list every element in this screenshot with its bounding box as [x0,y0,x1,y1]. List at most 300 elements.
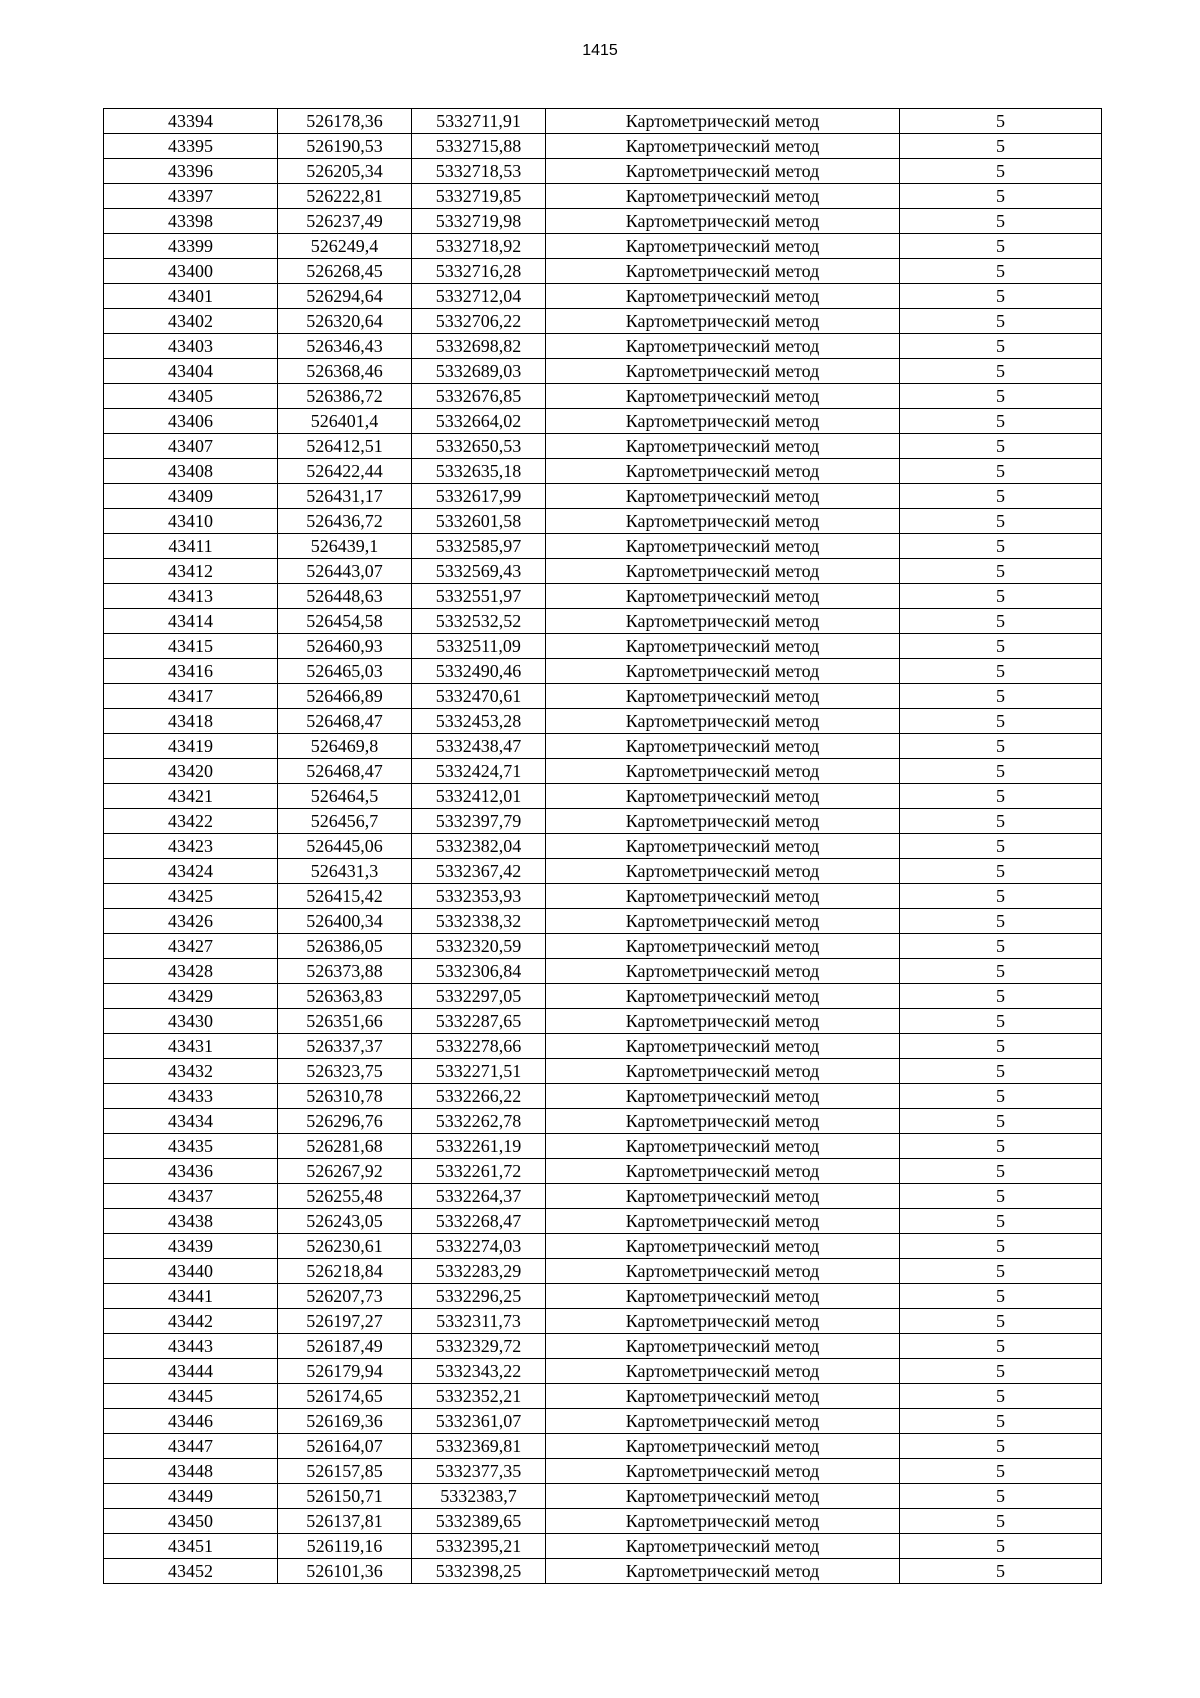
y-coordinate-cell: 5332398,25 [412,1559,546,1584]
y-coordinate-cell: 5332271,51 [412,1059,546,1084]
y-coordinate-cell: 5332274,03 [412,1234,546,1259]
table-row [104,1334,1102,1359]
method-cell: Картометрический метод [546,1434,900,1459]
method-cell: Картометрический метод [546,409,900,434]
point-number-cell: 43440 [104,1259,278,1284]
method-cell: Картометрический метод [546,1359,900,1384]
y-coordinate-cell: 5332650,53 [412,434,546,459]
y-coordinate-cell: 5332353,93 [412,884,546,909]
point-number-cell: 43435 [104,1134,278,1159]
point-number-cell: 43408 [104,459,278,484]
point-number-cell: 43398 [104,209,278,234]
method-cell: Картометрический метод [546,1409,900,1434]
accuracy-cell: 5 [900,1009,1102,1034]
table-row [104,1134,1102,1159]
table-row [104,1534,1102,1559]
x-coordinate-cell: 526351,66 [278,1009,412,1034]
x-coordinate-cell: 526464,5 [278,784,412,809]
method-cell: Картометрический метод [546,1059,900,1084]
point-number-cell: 43444 [104,1359,278,1384]
accuracy-cell: 5 [900,409,1102,434]
x-coordinate-cell: 526468,47 [278,709,412,734]
table-row [104,459,1102,484]
x-coordinate-cell: 526137,81 [278,1509,412,1534]
y-coordinate-cell: 5332361,07 [412,1409,546,1434]
x-coordinate-cell: 526436,72 [278,509,412,534]
y-coordinate-cell: 5332664,02 [412,409,546,434]
x-coordinate-cell: 526197,27 [278,1309,412,1334]
method-cell: Картометрический метод [546,134,900,159]
x-coordinate-cell: 526174,65 [278,1384,412,1409]
y-coordinate-cell: 5332470,61 [412,684,546,709]
point-number-cell: 43452 [104,1559,278,1584]
method-cell: Картометрический метод [546,159,900,184]
method-cell: Картометрический метод [546,734,900,759]
method-cell: Картометрический метод [546,1109,900,1134]
table-row [104,309,1102,334]
table-row [104,559,1102,584]
table-row [104,809,1102,834]
point-number-cell: 43396 [104,159,278,184]
accuracy-cell: 5 [900,1509,1102,1534]
method-cell: Картометрический метод [546,1234,900,1259]
x-coordinate-cell: 526169,36 [278,1409,412,1434]
table-row [104,259,1102,284]
x-coordinate-cell: 526422,44 [278,459,412,484]
point-number-cell: 43442 [104,1309,278,1334]
accuracy-cell: 5 [900,1559,1102,1584]
accuracy-cell: 5 [900,1534,1102,1559]
point-number-cell: 43432 [104,1059,278,1084]
x-coordinate-cell: 526445,06 [278,834,412,859]
x-coordinate-cell: 526205,34 [278,159,412,184]
x-coordinate-cell: 526466,89 [278,684,412,709]
point-number-cell: 43446 [104,1409,278,1434]
x-coordinate-cell: 526150,71 [278,1484,412,1509]
x-coordinate-cell: 526101,36 [278,1559,412,1584]
y-coordinate-cell: 5332343,22 [412,1359,546,1384]
accuracy-cell: 5 [900,1134,1102,1159]
table-row [104,209,1102,234]
accuracy-cell: 5 [900,309,1102,334]
y-coordinate-cell: 5332367,42 [412,859,546,884]
x-coordinate-cell: 526243,05 [278,1209,412,1234]
table-row [104,1309,1102,1334]
method-cell: Картометрический метод [546,359,900,384]
method-cell: Картометрический метод [546,1034,900,1059]
method-cell: Картометрический метод [546,659,900,684]
coordinates-table-container [103,108,1102,1584]
point-number-cell: 43428 [104,959,278,984]
x-coordinate-cell: 526294,64 [278,284,412,309]
method-cell: Картометрический метод [546,484,900,509]
accuracy-cell: 5 [900,159,1102,184]
accuracy-cell: 5 [900,334,1102,359]
accuracy-cell: 5 [900,1484,1102,1509]
table-row [104,609,1102,634]
accuracy-cell: 5 [900,784,1102,809]
accuracy-cell: 5 [900,184,1102,209]
method-cell: Картометрический метод [546,284,900,309]
point-number-cell: 43437 [104,1184,278,1209]
y-coordinate-cell: 5332569,43 [412,559,546,584]
method-cell: Картометрический метод [546,1534,900,1559]
accuracy-cell: 5 [900,459,1102,484]
table-row [104,684,1102,709]
x-coordinate-cell: 526218,84 [278,1259,412,1284]
y-coordinate-cell: 5332715,88 [412,134,546,159]
accuracy-cell: 5 [900,609,1102,634]
point-number-cell: 43433 [104,1084,278,1109]
accuracy-cell: 5 [900,284,1102,309]
method-cell: Картометрический метод [546,809,900,834]
accuracy-cell: 5 [900,1384,1102,1409]
accuracy-cell: 5 [900,259,1102,284]
accuracy-cell: 5 [900,1159,1102,1184]
x-coordinate-cell: 526456,7 [278,809,412,834]
x-coordinate-cell: 526230,61 [278,1234,412,1259]
table-row [104,1034,1102,1059]
y-coordinate-cell: 5332438,47 [412,734,546,759]
x-coordinate-cell: 526267,92 [278,1159,412,1184]
point-number-cell: 43434 [104,1109,278,1134]
x-coordinate-cell: 526415,42 [278,884,412,909]
point-number-cell: 43427 [104,934,278,959]
table-row [104,834,1102,859]
accuracy-cell: 5 [900,1259,1102,1284]
y-coordinate-cell: 5332511,09 [412,634,546,659]
method-cell: Картометрический метод [546,384,900,409]
accuracy-cell: 5 [900,209,1102,234]
point-number-cell: 43420 [104,759,278,784]
method-cell: Картометрический метод [546,859,900,884]
method-cell: Картометрический метод [546,559,900,584]
method-cell: Картометрический метод [546,209,900,234]
method-cell: Картометрический метод [546,1209,900,1234]
x-coordinate-cell: 526237,49 [278,209,412,234]
point-number-cell: 43451 [104,1534,278,1559]
point-number-cell: 43407 [104,434,278,459]
y-coordinate-cell: 5332278,66 [412,1034,546,1059]
method-cell: Картометрический метод [546,634,900,659]
point-number-cell: 43441 [104,1284,278,1309]
table-row [104,1059,1102,1084]
method-cell: Картометрический метод [546,1509,900,1534]
method-cell: Картометрический метод [546,309,900,334]
table-row [104,1209,1102,1234]
accuracy-cell: 5 [900,584,1102,609]
y-coordinate-cell: 5332306,84 [412,959,546,984]
y-coordinate-cell: 5332412,01 [412,784,546,809]
point-number-cell: 43443 [104,1334,278,1359]
accuracy-cell: 5 [900,759,1102,784]
y-coordinate-cell: 5332395,21 [412,1534,546,1559]
point-number-cell: 43400 [104,259,278,284]
table-row [104,1359,1102,1384]
method-cell: Картометрический метод [546,834,900,859]
x-coordinate-cell: 526448,63 [278,584,412,609]
point-number-cell: 43416 [104,659,278,684]
method-cell: Картометрический метод [546,584,900,609]
method-cell: Картометрический метод [546,1184,900,1209]
accuracy-cell: 5 [900,134,1102,159]
y-coordinate-cell: 5332617,99 [412,484,546,509]
x-coordinate-cell: 526179,94 [278,1359,412,1384]
table-row [104,1509,1102,1534]
accuracy-cell: 5 [900,234,1102,259]
method-cell: Картометрический метод [546,984,900,1009]
accuracy-cell: 5 [900,1059,1102,1084]
method-cell: Картометрический метод [546,1384,900,1409]
table-row [104,1109,1102,1134]
y-coordinate-cell: 5332689,03 [412,359,546,384]
x-coordinate-cell: 526400,34 [278,909,412,934]
point-number-cell: 43417 [104,684,278,709]
table-row [104,909,1102,934]
y-coordinate-cell: 5332676,85 [412,384,546,409]
point-number-cell: 43418 [104,709,278,734]
method-cell: Картометрический метод [546,1259,900,1284]
x-coordinate-cell: 526346,43 [278,334,412,359]
method-cell: Картометрический метод [546,109,900,134]
y-coordinate-cell: 5332635,18 [412,459,546,484]
point-number-cell: 43448 [104,1459,278,1484]
point-number-cell: 43402 [104,309,278,334]
table-row [104,1484,1102,1509]
accuracy-cell: 5 [900,1034,1102,1059]
x-coordinate-cell: 526460,93 [278,634,412,659]
accuracy-cell: 5 [900,634,1102,659]
x-coordinate-cell: 526190,53 [278,134,412,159]
accuracy-cell: 5 [900,1184,1102,1209]
coordinates-table [103,108,1102,1584]
x-coordinate-cell: 526468,47 [278,759,412,784]
table-row [104,1234,1102,1259]
table-row [104,434,1102,459]
y-coordinate-cell: 5332389,65 [412,1509,546,1534]
point-number-cell: 43425 [104,884,278,909]
table-row [104,184,1102,209]
point-number-cell: 43439 [104,1234,278,1259]
point-number-cell: 43412 [104,559,278,584]
x-coordinate-cell: 526207,73 [278,1284,412,1309]
y-coordinate-cell: 5332585,97 [412,534,546,559]
accuracy-cell: 5 [900,484,1102,509]
table-row [104,1284,1102,1309]
method-cell: Картометрический метод [546,909,900,934]
y-coordinate-cell: 5332266,22 [412,1084,546,1109]
y-coordinate-cell: 5332453,28 [412,709,546,734]
point-number-cell: 43436 [104,1159,278,1184]
point-number-cell: 43399 [104,234,278,259]
accuracy-cell: 5 [900,659,1102,684]
x-coordinate-cell: 526119,16 [278,1534,412,1559]
accuracy-cell: 5 [900,109,1102,134]
table-row [104,1159,1102,1184]
y-coordinate-cell: 5332311,73 [412,1309,546,1334]
point-number-cell: 43430 [104,1009,278,1034]
y-coordinate-cell: 5332262,78 [412,1109,546,1134]
y-coordinate-cell: 5332601,58 [412,509,546,534]
table-row [104,634,1102,659]
accuracy-cell: 5 [900,359,1102,384]
x-coordinate-cell: 526249,4 [278,234,412,259]
point-number-cell: 43411 [104,534,278,559]
method-cell: Картометрический метод [546,759,900,784]
method-cell: Картометрический метод [546,259,900,284]
point-number-cell: 43401 [104,284,278,309]
method-cell: Картометрический метод [546,1559,900,1584]
x-coordinate-cell: 526454,58 [278,609,412,634]
accuracy-cell: 5 [900,859,1102,884]
point-number-cell: 43419 [104,734,278,759]
table-row [104,159,1102,184]
x-coordinate-cell: 526222,81 [278,184,412,209]
table-row [104,1084,1102,1109]
point-number-cell: 43449 [104,1484,278,1509]
table-body [104,109,1102,1584]
method-cell: Картометрический метод [546,684,900,709]
method-cell: Картометрический метод [546,334,900,359]
table-row [104,484,1102,509]
x-coordinate-cell: 526386,05 [278,934,412,959]
method-cell: Картометрический метод [546,1459,900,1484]
point-number-cell: 43410 [104,509,278,534]
x-coordinate-cell: 526296,76 [278,1109,412,1134]
x-coordinate-cell: 526469,8 [278,734,412,759]
y-coordinate-cell: 5332352,21 [412,1384,546,1409]
point-number-cell: 43450 [104,1509,278,1534]
y-coordinate-cell: 5332706,22 [412,309,546,334]
x-coordinate-cell: 526386,72 [278,384,412,409]
accuracy-cell: 5 [900,384,1102,409]
y-coordinate-cell: 5332716,28 [412,259,546,284]
x-coordinate-cell: 526363,83 [278,984,412,1009]
method-cell: Картометрический метод [546,234,900,259]
method-cell: Картометрический метод [546,1009,900,1034]
point-number-cell: 43438 [104,1209,278,1234]
method-cell: Картометрический метод [546,534,900,559]
table-row [104,659,1102,684]
method-cell: Картометрический метод [546,934,900,959]
point-number-cell: 43404 [104,359,278,384]
x-coordinate-cell: 526320,64 [278,309,412,334]
table-row [104,1384,1102,1409]
x-coordinate-cell: 526465,03 [278,659,412,684]
accuracy-cell: 5 [900,1084,1102,1109]
x-coordinate-cell: 526187,49 [278,1334,412,1359]
method-cell: Картометрический метод [546,709,900,734]
y-coordinate-cell: 5332329,72 [412,1334,546,1359]
method-cell: Картометрический метод [546,1484,900,1509]
x-coordinate-cell: 526368,46 [278,359,412,384]
accuracy-cell: 5 [900,1309,1102,1334]
point-number-cell: 43397 [104,184,278,209]
x-coordinate-cell: 526431,17 [278,484,412,509]
accuracy-cell: 5 [900,1409,1102,1434]
accuracy-cell: 5 [900,1434,1102,1459]
table-row [104,1559,1102,1584]
accuracy-cell: 5 [900,1234,1102,1259]
method-cell: Картометрический метод [546,1309,900,1334]
method-cell: Картометрический метод [546,1084,900,1109]
method-cell: Картометрический метод [546,509,900,534]
point-number-cell: 43424 [104,859,278,884]
point-number-cell: 43415 [104,634,278,659]
accuracy-cell: 5 [900,1334,1102,1359]
table-row [104,934,1102,959]
table-row [104,959,1102,984]
y-coordinate-cell: 5332718,92 [412,234,546,259]
y-coordinate-cell: 5332261,19 [412,1134,546,1159]
table-row [104,509,1102,534]
x-coordinate-cell: 526157,85 [278,1459,412,1484]
y-coordinate-cell: 5332718,53 [412,159,546,184]
table-row [104,584,1102,609]
point-number-cell: 43426 [104,909,278,934]
point-number-cell: 43447 [104,1434,278,1459]
table-row [104,1184,1102,1209]
y-coordinate-cell: 5332712,04 [412,284,546,309]
accuracy-cell: 5 [900,734,1102,759]
x-coordinate-cell: 526373,88 [278,959,412,984]
point-number-cell: 43395 [104,134,278,159]
table-row [104,1009,1102,1034]
x-coordinate-cell: 526281,68 [278,1134,412,1159]
x-coordinate-cell: 526323,75 [278,1059,412,1084]
table-row [104,1434,1102,1459]
accuracy-cell: 5 [900,1359,1102,1384]
y-coordinate-cell: 5332711,91 [412,109,546,134]
x-coordinate-cell: 526431,3 [278,859,412,884]
point-number-cell: 43406 [104,409,278,434]
y-coordinate-cell: 5332397,79 [412,809,546,834]
x-coordinate-cell: 526255,48 [278,1184,412,1209]
point-number-cell: 43394 [104,109,278,134]
accuracy-cell: 5 [900,884,1102,909]
table-row [104,984,1102,1009]
method-cell: Картометрический метод [546,1334,900,1359]
table-row [104,234,1102,259]
x-coordinate-cell: 526310,78 [278,1084,412,1109]
x-coordinate-cell: 526178,36 [278,109,412,134]
point-number-cell: 43414 [104,609,278,634]
method-cell: Картометрический метод [546,1284,900,1309]
accuracy-cell: 5 [900,809,1102,834]
y-coordinate-cell: 5332382,04 [412,834,546,859]
accuracy-cell: 5 [900,934,1102,959]
y-coordinate-cell: 5332264,37 [412,1184,546,1209]
accuracy-cell: 5 [900,684,1102,709]
accuracy-cell: 5 [900,434,1102,459]
point-number-cell: 43409 [104,484,278,509]
table-row [104,409,1102,434]
y-coordinate-cell: 5332719,98 [412,209,546,234]
method-cell: Картометрический метод [546,1134,900,1159]
method-cell: Картометрический метод [546,434,900,459]
x-coordinate-cell: 526443,07 [278,559,412,584]
method-cell: Картометрический метод [546,884,900,909]
table-row [104,784,1102,809]
accuracy-cell: 5 [900,1209,1102,1234]
accuracy-cell: 5 [900,709,1102,734]
method-cell: Картометрический метод [546,1159,900,1184]
y-coordinate-cell: 5332424,71 [412,759,546,784]
table-row [104,759,1102,784]
accuracy-cell: 5 [900,534,1102,559]
table-row [104,109,1102,134]
point-number-cell: 43429 [104,984,278,1009]
